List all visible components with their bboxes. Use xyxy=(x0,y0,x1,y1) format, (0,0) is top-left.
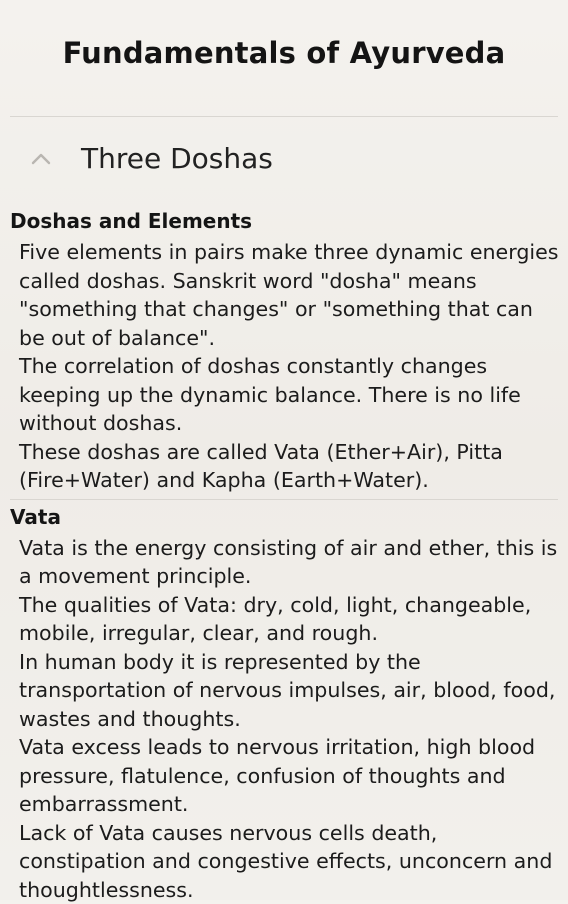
chevron-up-icon[interactable] xyxy=(31,152,51,166)
block-heading-vata: Vata xyxy=(0,502,568,532)
article-content[interactable] xyxy=(0,206,568,904)
block-divider xyxy=(10,499,558,500)
block-body-vata: Vata is the energy consisting of air and ether, this is a movement principle. The qualities of Vata: dry, cold, light, changeable, mobile, irregular, clear, and rough. In human body it is represented by the transportation of nervous impulses, air, blood, food, wastes and thoughts. Vata excess leads to nervous irritation, high blood pressure, flatulence, confusion of thoughts and embarrassment. Lack of Vata causes nervous cells death, constipation and congestive effects, unconcern and thoughtlessness. xyxy=(0,534,568,904)
app-bar xyxy=(0,0,568,106)
header-divider xyxy=(10,116,558,117)
block-heading-doshas-and-elements: Doshas and Elements xyxy=(0,206,568,236)
block-body-doshas-and-elements: Five elements in pairs make three dynamic energies called doshas. Sanskrit word "dosha" means "something that changes" or "something that can be out of balance". The correlation of doshas constantly changes keeping up the dynamic balance. There is no life without doshas. These doshas are called Vata (Ether+Air), Pitta (Fire+Water) and Kapha (Earth+Water). xyxy=(0,238,568,495)
section-header-three-doshas[interactable] xyxy=(0,130,568,192)
section-title: Three Doshas xyxy=(81,142,273,175)
page-title: Fundamentals of Ayurveda xyxy=(63,36,506,70)
